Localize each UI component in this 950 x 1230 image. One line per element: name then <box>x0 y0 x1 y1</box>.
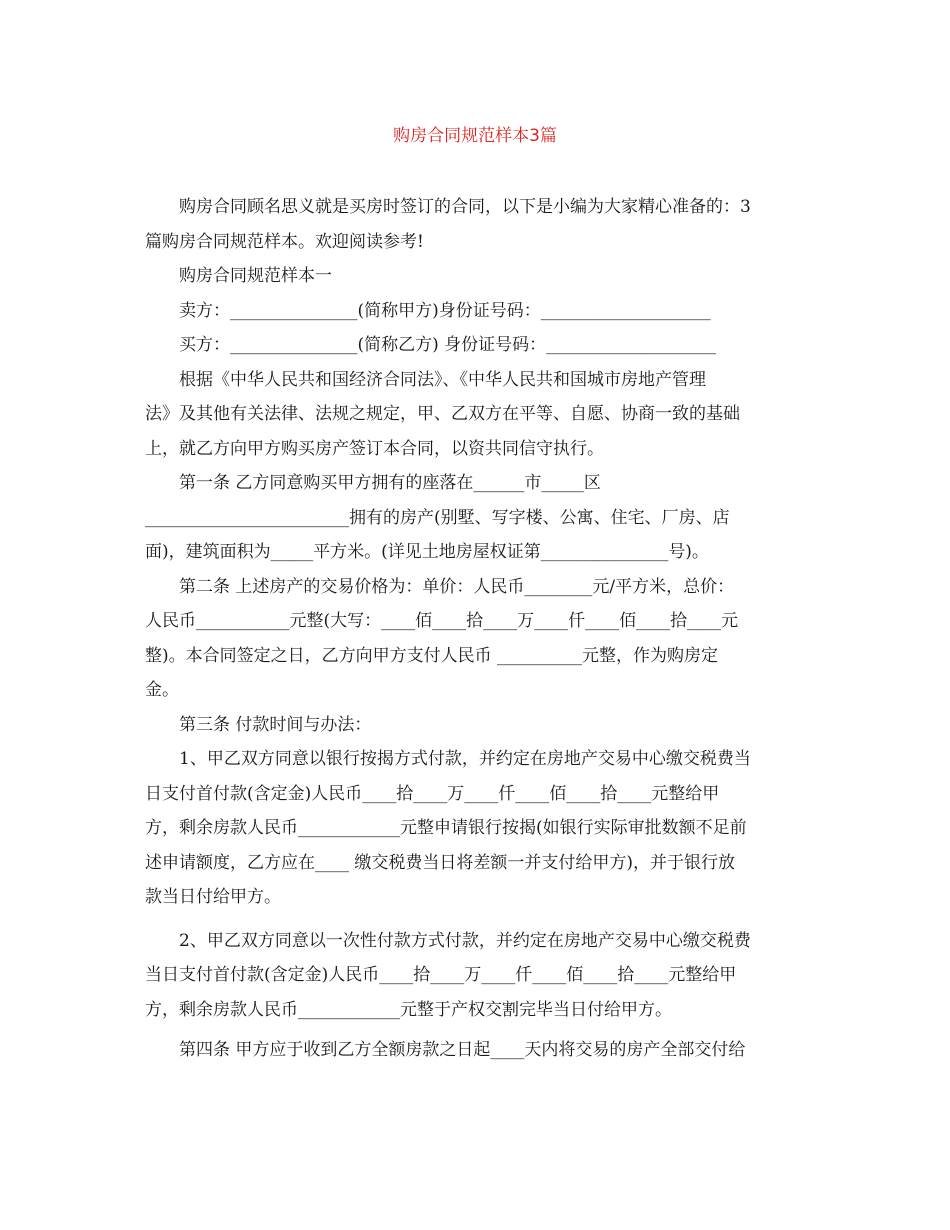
text-line: ________________________拥有的房产(别墅、写字楼、公寓、住宅、厂房、店 <box>145 507 730 528</box>
text-line: 第四条 甲方应于收到乙方全额房款之日起____天内将交易的房产全部交付给 <box>179 1040 746 1060</box>
paragraph <box>145 259 801 294</box>
text-line: 购房合同顾名思义就是买房时签订的合同，以下是小编为大家精心准备的：3 <box>179 197 751 217</box>
text-line: 日支付首付款(含定金)人民币____拾____万____仟____佰____拾____元整给甲 <box>145 783 720 804</box>
document-body <box>145 190 801 1068</box>
text-line: 买方：_______________(简称乙方) 身份证号码：____________________ <box>179 335 717 355</box>
paragraph <box>145 708 801 743</box>
text-line: 第一条 乙方同意购买甲方拥有的座落在______市_____区 <box>179 473 601 493</box>
paragraph <box>145 924 801 1028</box>
text-line: 根据《中华人民共和国经济合同法》、《中华人民共和国城市房地产管理 <box>179 369 706 390</box>
text-line: 整)。本合同签定之日，乙方向甲方支付人民币 __________元整，作为购房定 <box>145 645 719 666</box>
text-line: 金。 <box>145 680 179 700</box>
text-line: 1、甲乙双方同意以银行按揭方式付款，并约定在房地产交易中心缴交税费当 <box>179 749 751 769</box>
text-line: 卖方：_______________(简称甲方)身份证号码：____________________ <box>179 300 711 321</box>
text-line: 人民币___________元整(大写：____佰____拾____万____仟____佰____拾____元 <box>145 611 739 631</box>
text-line: 法》及其他有关法律、法规之规定，甲、乙双方在平等、自愿、协商一致的基础 <box>145 404 740 424</box>
paragraph <box>145 742 801 915</box>
paragraph <box>145 190 801 259</box>
text-line: 述申请额度，乙方应在____ 缴交税费当日将差额一并支付给甲方)，并于银行放 <box>145 852 736 873</box>
paragraph <box>145 466 801 570</box>
paragraph <box>145 570 801 708</box>
document-title: 购房合同规范样本3篇 <box>393 126 557 146</box>
paragraph <box>145 363 801 467</box>
text-line: 第三条 付款时间与办法： <box>179 714 372 735</box>
text-line: 款当日付给甲方。 <box>145 887 281 907</box>
text-line: 方，剩余房款人民币____________元整申请银行按揭(如银行实际审批数额不足前 <box>145 818 747 838</box>
text-line: 购房合同规范样本一 <box>179 266 332 286</box>
text-line: 面)，建筑面积为_____平方米。(详见土地房屋权证第_______________号)。 <box>145 542 709 562</box>
text-line: 篇购房合同规范样本。欢迎阅读参考! <box>145 231 424 252</box>
paragraph <box>145 328 801 363</box>
text-line: 当日支付首付款(含定金)人民币____拾____万____仟____佰____拾____元整给甲 <box>145 965 737 985</box>
paragraph <box>145 294 801 329</box>
text-line: 第二条 上述房产的交易价格为：单价：人民币________元/平方米，总价： <box>179 576 735 597</box>
text-line: 方，剩余房款人民币____________元整于产权交割完毕当日付给甲方。 <box>145 999 672 1020</box>
text-line: 上，就乙方向甲方购买房产签订本合同，以资共同信守执行。 <box>145 438 604 459</box>
text-line: 2、甲乙双方同意以一次性付款方式付款，并约定在房地产交易中心缴交税费 <box>179 930 751 951</box>
paragraph <box>145 1033 801 1068</box>
